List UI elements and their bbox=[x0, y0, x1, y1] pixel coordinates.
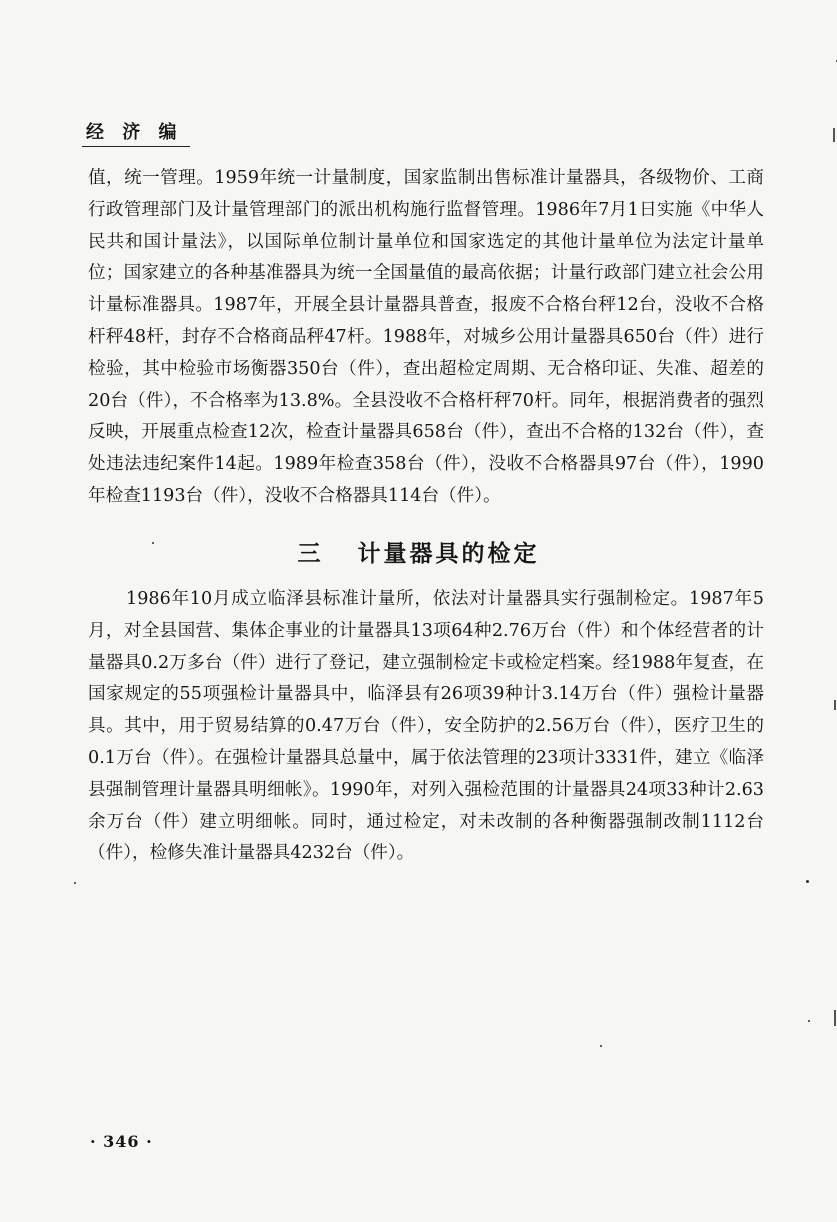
scan-speck bbox=[808, 1020, 810, 1022]
scan-speck bbox=[806, 880, 809, 883]
section-heading bbox=[0, 535, 837, 568]
section-title: 计量器具的检定 bbox=[357, 540, 540, 567]
page-number: · 346 · bbox=[90, 1132, 153, 1151]
body-paragraph-1: 值，统一管理。1959年统一计量制度，国家监制出售标准计量器具，各级物价、工商行政管理部门及计量管理部门的派出机构施行监督管理。1986年7月1日实施《中华人民共和国计量法》，以国际单位制计量单位和国家选定的其他计量单位为法定计量单位；国家建立的各种基准器具为统一全国量值的最高依据；计量行政部门建立社会公用计量标准器具。1987年，开展全县计量器具普查，报废不合格台秤12台，没收不合格杆秤48杆，封存不合格商品秤47杆。1988年，对城乡公用计量器具650台（件）进行检验，其中检验市场衡器350台（件），查出超检定周期、无合格印证、失准、超差的20台（件），不合格率为13.8%。全县没收不合格杆秤70杆。同年，根据消费者的强烈反映，开展重点检查12次，检查计量器具658台（件），查出不合格的132台（件），查处违法违纪案件14起。1989年检查358台（件），没收不合格器具97台（件），1990年检查1193台（件），没收不合格器具114台（件）。 bbox=[88, 168, 764, 506]
body-paragraph-2: 1986年10月成立临泽县标准计量所，依法对计量器具实行强制检定。1987年5月，对全县国营、集体企事业的计量器具13项64种2.76万台（件）和个体经营者的计量器具0.2万多台（件）进行了登记，建立强制检定卡或检定档案。经1988年复查，在国家规定的55项强检计量器具中，临泽县有26项39种计3.14万台（件）强检计量器具。其中，用于贸易结算的0.47万台（件），安全防护的2.56万台（件），医疗卫生的0.1万台（件）。在强检计量器具总量中，属于依法管理的23项计3331件，建立《临泽县强制管理计量器具明细帐》。1990年，对列入强检范围的计量器具24项33种计2.63余万台（件）建立明细帐。同时，通过检定，对未改制的各种衡器强制改制1112台（件），检修失准计量器具4232台（件）。 bbox=[88, 589, 764, 864]
running-head: 经 济 编 bbox=[86, 122, 183, 143]
scan-edge-mark bbox=[833, 128, 835, 142]
section-number: 三 bbox=[297, 540, 324, 567]
scan-speck bbox=[600, 1045, 602, 1047]
scan-edge-mark bbox=[834, 1010, 836, 1026]
scan-edge-mark bbox=[834, 700, 836, 710]
running-head-rule bbox=[82, 146, 190, 147]
scan-speck bbox=[152, 542, 154, 544]
scan-speck bbox=[74, 882, 76, 884]
